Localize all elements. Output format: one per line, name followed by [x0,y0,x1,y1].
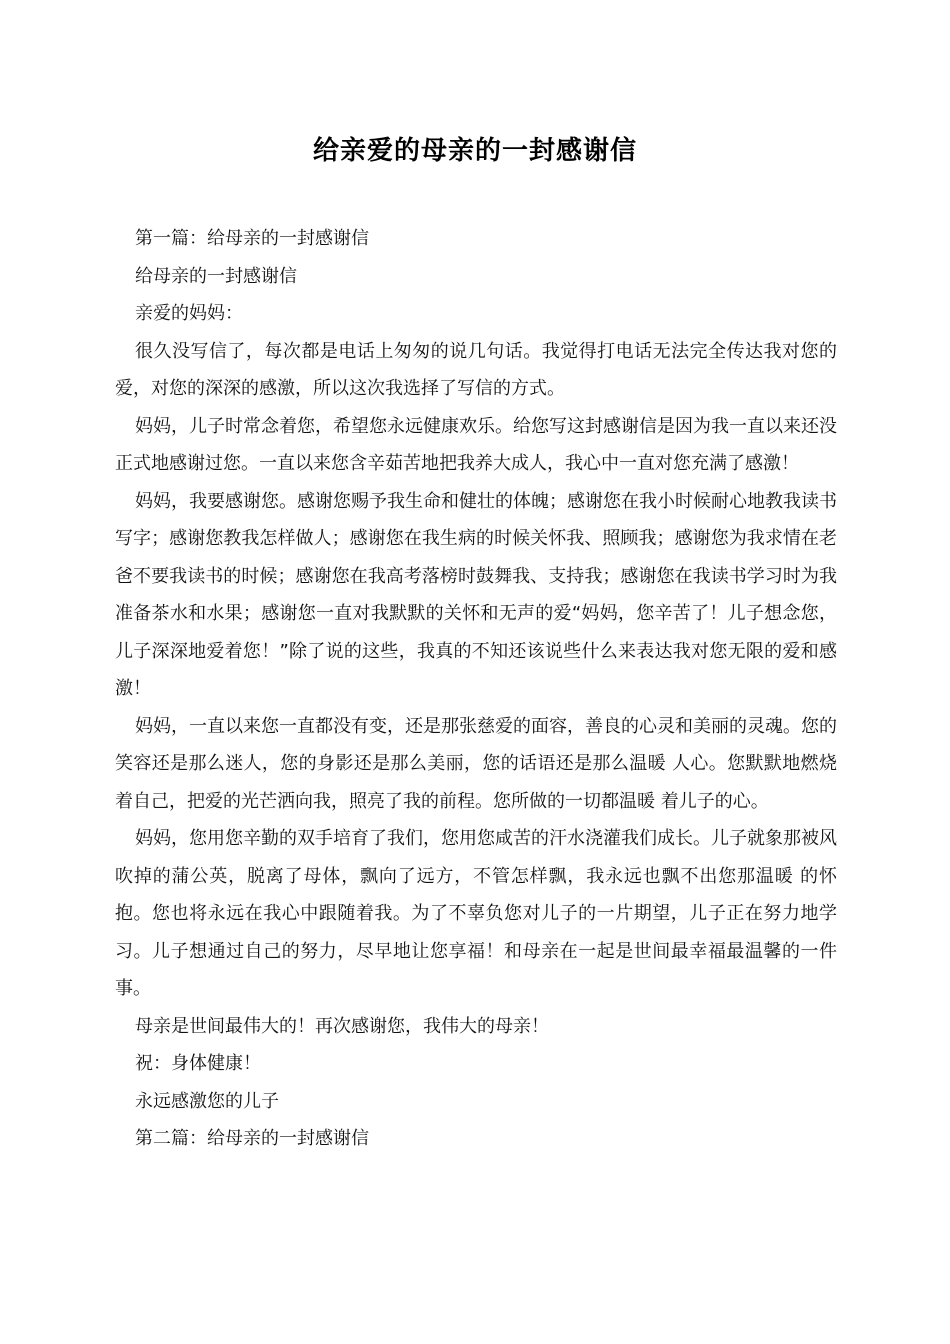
body-paragraph: 妈妈，一直以来您一直都没有变，还是那张慈爱的面容，善良的心灵和美丽的灵魂。您的笑容还是那么迷人，您的身影还是那么美丽，您的话语还是那么温暖 人心。您默默地燃烧着自己，把爱的光芒洒向我，照亮了我的前程。您所做的一切都温暖 着儿子的心。 [115,715,837,812]
body-paragraph: 妈妈，我要感谢您。感谢您赐予我生命和健壮的体魄；感谢您在我小时候耐心地教我读书写字；感谢您教我怎样做人；感谢您在我生病的时候关怀我、照顾我；感谢您为我求情在老爸不要我读书的时候；感谢您在我高考落榜时鼓舞我、支持我；感谢您在我读书学习时为我准备茶水和水果；感谢您一直对我默默的关怀和无声的爱“妈妈，您辛苦了！儿子想念您，儿子深深地爱着您！”除了说的这些，我真的不知还该说些什么来表达我对您无限的爱和感激！ [115,490,837,699]
document-body [115,220,837,1158]
letter-salutation: 亲爱的妈妈： [135,303,243,324]
body-paragraph: 妈妈，您用您辛勤的双手培育了我们，您用您咸苦的汗水浇灌我们成长。儿子就象那被风吹掉的蒲公英，脱离了母体，飘向了远方，不管怎样飘，我永远也飘不出您那温暖 的怀抱。您也将永远在我心中跟随着我。为了不辜负您对儿子的一片期望，儿子正在努力地学习。儿子想通过自己的努力，尽早地让您享福！和母亲在一起是世间最幸福最温馨的一件事。 [115,828,837,999]
section-heading-1: 第一篇：给母亲的一封感谢信 [135,228,369,249]
section-heading-2: 第二篇：给母亲的一封感谢信 [135,1128,369,1149]
closing-paragraph: 母亲是世间最伟大的！再次感谢您，我伟大的母亲！ [135,1015,549,1037]
body-paragraph: 很久没写信了，每次都是电话上匆匆的说几句话。我觉得打电话无法完全传达我对您的爱，对您的深深的感激，所以这次我选择了写信的方式。 [115,340,837,399]
document-title: 给亲爱的母亲的一封感谢信 [312,136,637,166]
letter-heading: 给母亲的一封感谢信 [135,265,297,287]
body-paragraph: 妈妈，儿子时常念着您，希望您永远健康欢乐。给您写这封感谢信是因为我一直以来还没正式地感谢过您。一直以来您含辛茹苦地把我养大成人，我心中一直对您充满了感激！ [115,415,837,474]
letter-signature: 永远感激您的儿子 [135,1090,279,1112]
letter-wish: 祝：身体健康！ [135,1053,261,1074]
